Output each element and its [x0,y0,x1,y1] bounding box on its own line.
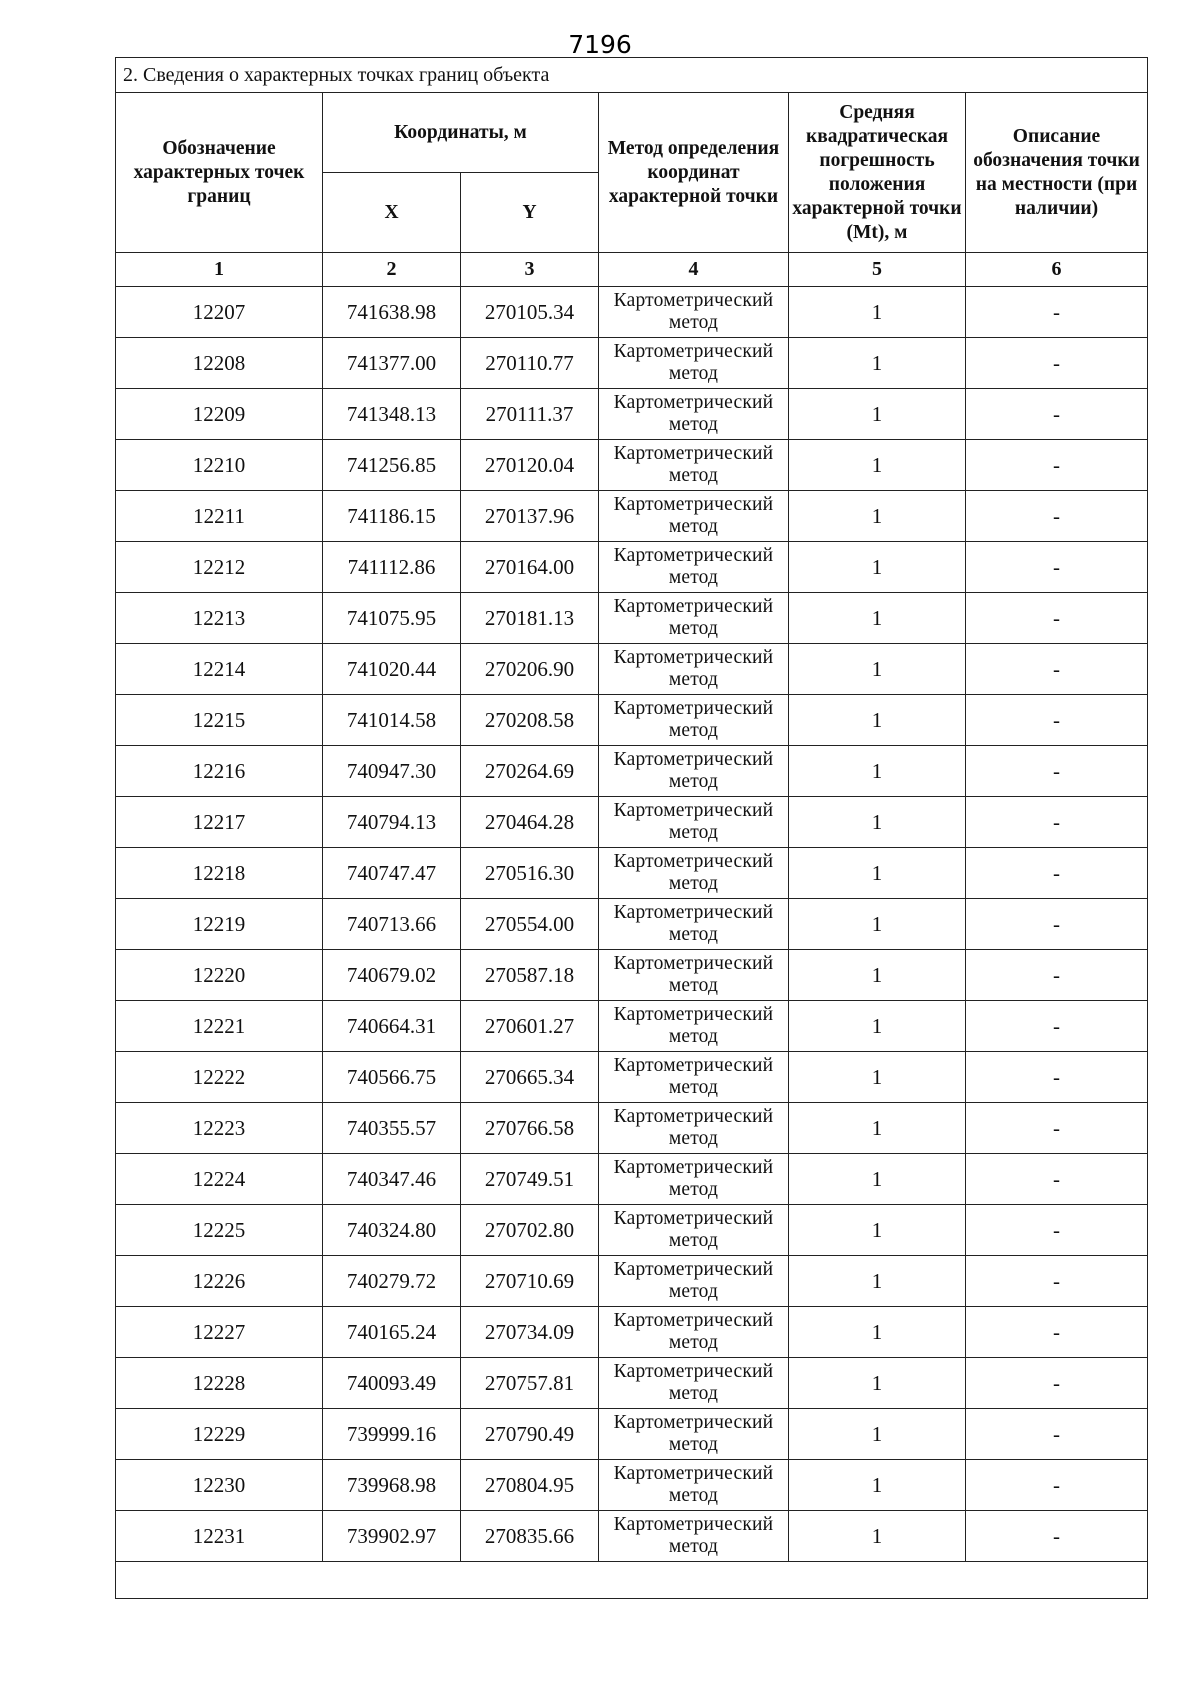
coord-x-cell: 741186.15 [323,491,461,542]
table-row [116,338,1148,389]
method-line: Картометрический [613,1514,774,1535]
coord-y-cell: 270766.58 [461,1103,599,1154]
table-row [116,1409,1148,1460]
coord-y-cell: 270757.81 [461,1358,599,1409]
boundary-points-table [115,57,1148,1599]
coord-y-cell: 270164.00 [461,542,599,593]
method-line: метод [668,771,719,792]
coord-x-cell: 740165.24 [323,1307,461,1358]
point-id-cell: 12215 [116,695,323,746]
method-line: Картометрический [613,800,774,821]
method-cell [599,644,789,695]
coord-x-cell: 739968.98 [323,1460,461,1511]
method-cell [599,746,789,797]
method-line: метод [668,975,719,996]
method-line: метод [668,414,719,435]
method-line: метод [668,873,719,894]
point-id-cell: 12210 [116,440,323,491]
coord-x-cell: 739999.16 [323,1409,461,1460]
point-id-cell: 12230 [116,1460,323,1511]
coord-y-cell: 270206.90 [461,644,599,695]
description-cell: - [966,797,1148,848]
method-cell [599,338,789,389]
coord-y-cell: 270120.04 [461,440,599,491]
point-id-cell: 12231 [116,1511,323,1562]
point-id-cell: 12225 [116,1205,323,1256]
point-id-cell: 12218 [116,848,323,899]
page-number: 7196 [568,30,632,59]
method-line: метод [668,1383,719,1404]
coord-x-cell: 741377.00 [323,338,461,389]
method-cell [599,848,789,899]
description-cell: - [966,1358,1148,1409]
description-cell: - [966,338,1148,389]
table-row [116,797,1148,848]
header-method: Метод определения координат характерной точки [599,93,789,253]
table-row [116,848,1148,899]
coord-y-cell: 270790.49 [461,1409,599,1460]
error-cell: 1 [789,440,966,491]
method-line: Картометрический [613,1055,774,1076]
point-id-cell: 12226 [116,1256,323,1307]
coord-x-cell: 740279.72 [323,1256,461,1307]
coord-x-cell: 740566.75 [323,1052,461,1103]
table-row [116,542,1148,593]
column-number: 3 [461,253,599,287]
method-cell [599,950,789,1001]
description-cell: - [966,389,1148,440]
coord-x-cell: 740794.13 [323,797,461,848]
description-cell: - [966,1256,1148,1307]
method-cell [599,1205,789,1256]
method-line: Картометрический [613,851,774,872]
method-cell [599,797,789,848]
coord-x-cell: 739902.97 [323,1511,461,1562]
method-cell [599,1307,789,1358]
method-line: метод [668,720,719,741]
error-cell: 1 [789,695,966,746]
point-id-cell: 12213 [116,593,323,644]
error-cell: 1 [789,1256,966,1307]
coord-x-cell: 740713.66 [323,899,461,950]
header-x: X [323,173,461,253]
error-cell: 1 [789,899,966,950]
table-row [116,746,1148,797]
method-line: Картометрический [613,1310,774,1331]
method-line: метод [668,312,719,333]
description-cell: - [966,1307,1148,1358]
table-row [116,1001,1148,1052]
method-cell [599,1256,789,1307]
coord-x-cell: 741348.13 [323,389,461,440]
description-cell: - [966,440,1148,491]
description-cell: - [966,1460,1148,1511]
column-numbers-row [116,253,1148,287]
coord-x-cell: 741020.44 [323,644,461,695]
method-cell [599,1001,789,1052]
section-title: 2. Сведения о характерных точках границ объекта [116,58,1148,93]
table-row [116,440,1148,491]
description-cell: - [966,1511,1148,1562]
error-cell: 1 [789,746,966,797]
error-cell: 1 [789,1307,966,1358]
error-cell: 1 [789,1409,966,1460]
error-cell: 1 [789,1154,966,1205]
method-cell [599,1052,789,1103]
method-cell [599,593,789,644]
error-cell: 1 [789,491,966,542]
method-line: метод [668,1230,719,1251]
header-description: Описание обозначения точки на местности (при наличии) [966,93,1148,253]
method-line: Картометрический [613,1106,774,1127]
table-row [116,1154,1148,1205]
description-cell: - [966,899,1148,950]
method-cell [599,695,789,746]
point-id-cell: 12216 [116,746,323,797]
description-cell: - [966,1154,1148,1205]
table-row [116,491,1148,542]
method-line: метод [668,669,719,690]
coord-x-cell: 740664.31 [323,1001,461,1052]
method-line: метод [668,363,719,384]
description-cell: - [966,950,1148,1001]
description-cell: - [966,542,1148,593]
coord-y-cell: 270110.77 [461,338,599,389]
point-id-cell: 12229 [116,1409,323,1460]
method-cell [599,1460,789,1511]
point-id-cell: 12219 [116,899,323,950]
column-number: 5 [789,253,966,287]
method-cell [599,491,789,542]
point-id-cell: 12228 [116,1358,323,1409]
method-line: Картометрический [613,1259,774,1280]
error-cell: 1 [789,950,966,1001]
header-designation: Обозначение характерных точек границ [116,93,323,253]
error-cell: 1 [789,1460,966,1511]
method-line: метод [668,1128,719,1149]
method-line: Картометрический [613,953,774,974]
method-line: Картометрический [613,1361,774,1382]
description-cell: - [966,1205,1148,1256]
coord-x-cell: 740093.49 [323,1358,461,1409]
table-row [116,644,1148,695]
coord-x-cell: 741256.85 [323,440,461,491]
coord-x-cell: 741112.86 [323,542,461,593]
method-cell [599,389,789,440]
method-line: Картометрический [613,749,774,770]
header-coordinates: Координаты, м [323,93,599,173]
table-row [116,1307,1148,1358]
table-row [116,950,1148,1001]
point-id-cell: 12209 [116,389,323,440]
point-id-cell: 12217 [116,797,323,848]
point-id-cell: 12207 [116,287,323,338]
coord-y-cell: 270710.69 [461,1256,599,1307]
column-number: 1 [116,253,323,287]
table-row [116,593,1148,644]
method-line: Картометрический [613,647,774,668]
method-line: метод [668,1332,719,1353]
coord-x-cell: 740747.47 [323,848,461,899]
point-id-cell: 12212 [116,542,323,593]
coord-y-cell: 270804.95 [461,1460,599,1511]
description-cell: - [966,644,1148,695]
coord-y-cell: 270702.80 [461,1205,599,1256]
table-row [116,1205,1148,1256]
method-cell [599,1511,789,1562]
description-cell: - [966,287,1148,338]
boundary-points-section [115,57,1147,1599]
method-line: метод [668,1281,719,1302]
coord-y-cell: 270601.27 [461,1001,599,1052]
method-cell [599,899,789,950]
description-cell: - [966,1409,1148,1460]
header-error: Средняя квадратическая погрешность положения характерной точки (Mt), м [789,93,966,253]
point-id-cell: 12211 [116,491,323,542]
table-body [116,287,1148,1562]
column-number: 4 [599,253,789,287]
coord-y-cell: 270665.34 [461,1052,599,1103]
point-id-cell: 12214 [116,644,323,695]
method-cell [599,440,789,491]
description-cell: - [966,746,1148,797]
coord-x-cell: 740679.02 [323,950,461,1001]
table-row [116,389,1148,440]
method-line: Картометрический [613,698,774,719]
error-cell: 1 [789,1001,966,1052]
table-row [116,287,1148,338]
method-line: метод [668,516,719,537]
error-cell: 1 [789,1103,966,1154]
method-line: метод [668,1077,719,1098]
table-row [116,1358,1148,1409]
coord-y-cell: 270734.09 [461,1307,599,1358]
description-cell: - [966,491,1148,542]
method-cell [599,1103,789,1154]
method-line: Картометрический [613,545,774,566]
method-cell [599,1409,789,1460]
error-cell: 1 [789,848,966,899]
coord-x-cell: 740947.30 [323,746,461,797]
column-number: 6 [966,253,1148,287]
point-id-cell: 12222 [116,1052,323,1103]
coord-x-cell: 740347.46 [323,1154,461,1205]
method-line: метод [668,465,719,486]
method-line: Картометрический [613,1463,774,1484]
error-cell: 1 [789,1358,966,1409]
coord-x-cell: 740324.80 [323,1205,461,1256]
point-id-cell: 12220 [116,950,323,1001]
table-row [116,695,1148,746]
point-id-cell: 12227 [116,1307,323,1358]
coord-y-cell: 270111.37 [461,389,599,440]
error-cell: 1 [789,338,966,389]
coord-x-cell: 740355.57 [323,1103,461,1154]
method-line: Картометрический [613,443,774,464]
table-row [116,1052,1148,1103]
coord-x-cell: 741075.95 [323,593,461,644]
coord-y-cell: 270587.18 [461,950,599,1001]
coord-x-cell: 741014.58 [323,695,461,746]
coord-y-cell: 270181.13 [461,593,599,644]
coord-y-cell: 270749.51 [461,1154,599,1205]
error-cell: 1 [789,389,966,440]
description-cell: - [966,1001,1148,1052]
error-cell: 1 [789,593,966,644]
method-cell [599,1358,789,1409]
point-id-cell: 12221 [116,1001,323,1052]
table-row [116,899,1148,950]
method-line: метод [668,1026,719,1047]
coord-y-cell: 270105.34 [461,287,599,338]
point-id-cell: 12224 [116,1154,323,1205]
coord-y-cell: 270554.00 [461,899,599,950]
table-row [116,1511,1148,1562]
method-cell [599,542,789,593]
method-line: Картометрический [613,290,774,311]
table-row [116,1103,1148,1154]
error-cell: 1 [789,1052,966,1103]
method-line: Картометрический [613,596,774,617]
error-cell: 1 [789,542,966,593]
coord-y-cell: 270208.58 [461,695,599,746]
method-line: метод [668,1434,719,1455]
method-line: Картометрический [613,392,774,413]
description-cell: - [966,593,1148,644]
method-line: метод [668,1179,719,1200]
method-line: метод [668,822,719,843]
error-cell: 1 [789,1205,966,1256]
description-cell: - [966,848,1148,899]
error-cell: 1 [789,1511,966,1562]
error-cell: 1 [789,797,966,848]
description-cell: - [966,1103,1148,1154]
table-row [116,1460,1148,1511]
coord-x-cell: 741638.98 [323,287,461,338]
description-cell: - [966,695,1148,746]
method-line: Картометрический [613,1157,774,1178]
point-id-cell: 12208 [116,338,323,389]
coord-y-cell: 270264.69 [461,746,599,797]
method-line: метод [668,924,719,945]
column-number: 2 [323,253,461,287]
error-cell: 1 [789,287,966,338]
header-y: Y [461,173,599,253]
method-cell [599,287,789,338]
coord-y-cell: 270137.96 [461,491,599,542]
coord-y-cell: 270835.66 [461,1511,599,1562]
empty-cell [116,1562,1148,1599]
description-cell: - [966,1052,1148,1103]
coord-y-cell: 270516.30 [461,848,599,899]
method-line: метод [668,567,719,588]
coord-y-cell: 270464.28 [461,797,599,848]
point-id-cell: 12223 [116,1103,323,1154]
method-line: Картометрический [613,494,774,515]
method-line: Картометрический [613,1412,774,1433]
method-line: Картометрический [613,1004,774,1025]
method-line: Картометрический [613,1208,774,1229]
method-cell [599,1154,789,1205]
table-row [116,1256,1148,1307]
error-cell: 1 [789,644,966,695]
method-line: метод [668,1536,719,1557]
method-line: Картометрический [613,902,774,923]
method-line: Картометрический [613,341,774,362]
empty-footer-row [116,1562,1148,1599]
method-line: метод [668,1485,719,1506]
method-line: метод [668,618,719,639]
